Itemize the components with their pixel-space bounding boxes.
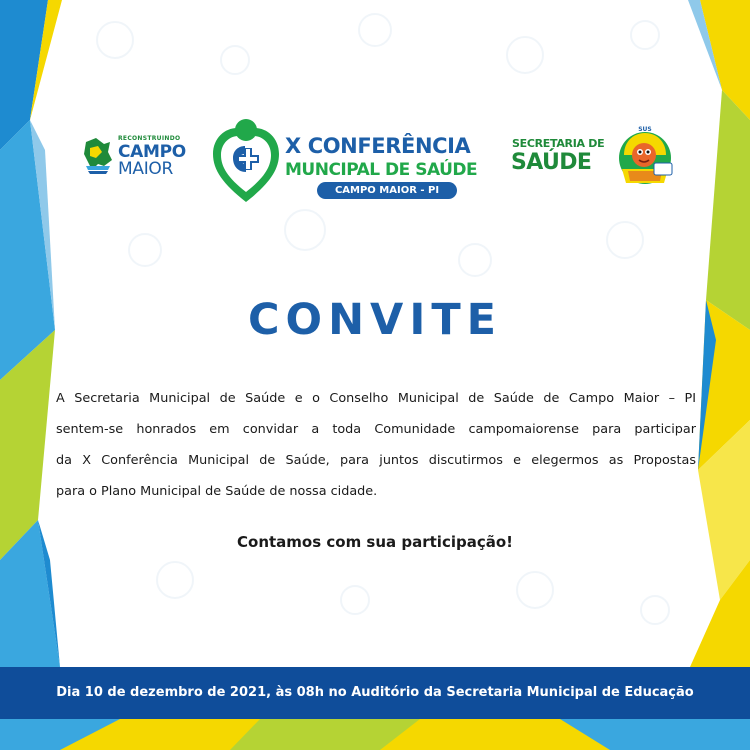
body-line: sentem-se honrados em convidar a toda Comunidade campomaiorense para participar bbox=[56, 422, 696, 437]
invitation-body bbox=[56, 383, 696, 507]
page-title: CONVITE bbox=[247, 295, 503, 345]
closing-text: Contamos com sua participação! bbox=[237, 533, 513, 551]
body-line: A Secretaria Municipal de Saúde e o Conselho Municipal de Saúde de Campo Maior – PI bbox=[56, 391, 696, 406]
campo-maior-line1: CAMPO bbox=[118, 142, 186, 162]
body-line: para o Plano Municipal de Saúde de nossa cidade. bbox=[56, 484, 378, 499]
footer-banner bbox=[0, 667, 750, 719]
secretaria-saude-logo bbox=[511, 135, 606, 180]
campo-maior-map-icon bbox=[82, 136, 114, 176]
event-details: Dia 10 de dezembro de 2021, às 08h no Auditório da Secretaria Municipal de Educação bbox=[56, 685, 694, 700]
conference-location-badge: CAMPO MAIOR - PI bbox=[317, 182, 457, 199]
sus-label: SUS bbox=[638, 126, 652, 133]
conference-subtitle: MUNCIPAL DE SAÚDE bbox=[285, 160, 478, 180]
conference-title: X CONFERÊNCIA bbox=[285, 134, 471, 158]
body-line: da X Conferência Municipal de Saúde, para juntos discutirmos e elegermos as Propostas bbox=[56, 453, 696, 468]
secretaria-line2: SAÚDE bbox=[511, 150, 592, 175]
sus-mascot-icon bbox=[614, 125, 676, 187]
conference-logo bbox=[211, 118, 496, 208]
campo-maior-logo bbox=[82, 132, 192, 182]
secretaria-line1: SECRETARIA DE bbox=[512, 137, 605, 150]
heart-plus-icon bbox=[211, 118, 281, 206]
campo-maior-line2: MAIOR bbox=[118, 159, 174, 179]
campo-maior-tagline: RECONSTRUINDO bbox=[118, 135, 181, 142]
